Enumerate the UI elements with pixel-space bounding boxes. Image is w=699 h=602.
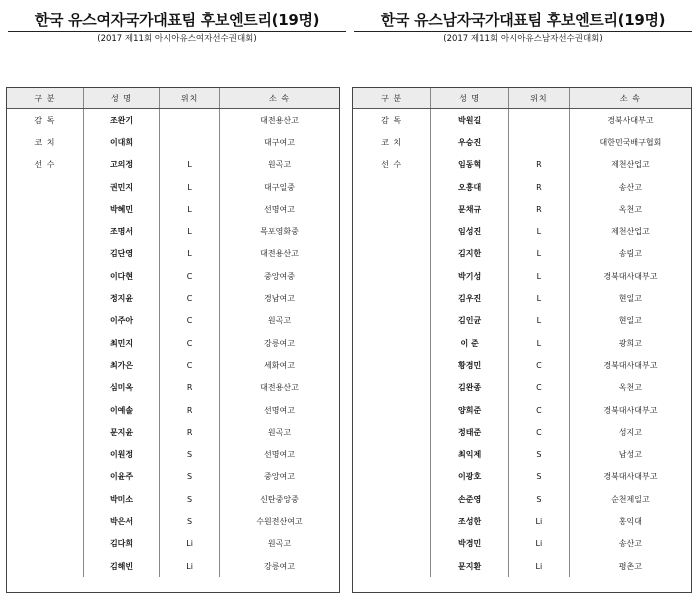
table-row <box>353 243 691 265</box>
cell-team: 남성고 <box>569 443 691 465</box>
cell-category <box>7 399 83 421</box>
cell-name: 양희준 <box>431 399 509 421</box>
cell-category: 선 수 <box>381 160 403 170</box>
women-subtitle: (2017 제11회 아시아유스여자선수권대회) <box>97 34 257 44</box>
cell-category: 코 치 <box>381 137 403 147</box>
cell-team: 경북사대부고 <box>569 109 691 132</box>
table-row <box>353 443 691 465</box>
column-header-team: 소 속 <box>569 88 691 109</box>
cell-category <box>353 243 431 265</box>
cell-name: 박혜민 <box>83 198 159 220</box>
cell-team: 제천산업고 <box>569 220 691 242</box>
cell-position: L <box>508 265 569 287</box>
cell-category: 감 독 <box>34 115 56 125</box>
cell-team: 중앙여중 <box>219 265 339 287</box>
cell-position <box>160 131 220 153</box>
cell-name: 이광호 <box>431 466 509 488</box>
cell-name: 이예솔 <box>83 399 159 421</box>
cell-name: 이대희 <box>83 131 159 153</box>
cell-category: 코 치 <box>34 137 56 147</box>
cell-category <box>7 421 83 443</box>
table-row <box>7 510 339 532</box>
column-header-category: 구 분 <box>7 88 83 109</box>
cell-team: 광희고 <box>569 332 691 354</box>
cell-name: 정태준 <box>431 421 509 443</box>
cell-team: 경북대사대부고 <box>569 354 691 376</box>
table-row <box>7 466 339 488</box>
cell-position: S <box>160 488 220 510</box>
men-title-rule <box>354 31 692 32</box>
cell-position <box>508 131 569 153</box>
cell-name: 박원길 <box>431 109 509 132</box>
column-header-name: 성 명 <box>83 88 159 109</box>
table-row <box>7 488 339 510</box>
cell-team: 선명여고 <box>219 399 339 421</box>
cell-position: R <box>508 198 569 220</box>
cell-name: 손준영 <box>431 488 509 510</box>
cell-team: 현일고 <box>569 287 691 309</box>
table-row <box>353 354 691 376</box>
table-row <box>353 421 691 443</box>
cell-category <box>353 176 431 198</box>
cell-team: 대전용산고 <box>219 243 339 265</box>
column-header-position: 위치 <box>508 88 569 109</box>
cell-category <box>353 443 431 465</box>
cell-team: 송산고 <box>569 533 691 555</box>
table-row <box>353 176 691 198</box>
cell-position: C <box>508 399 569 421</box>
cell-name: 박기성 <box>431 265 509 287</box>
women-roster-table <box>7 88 339 577</box>
table-row <box>7 176 339 198</box>
cell-position: R <box>508 176 569 198</box>
cell-category <box>7 198 83 220</box>
cell-position: C <box>160 265 220 287</box>
cell-team: 송산고 <box>569 176 691 198</box>
cell-position: S <box>508 443 569 465</box>
table-row <box>353 310 691 332</box>
cell-category <box>7 533 83 555</box>
cell-position: C <box>160 287 220 309</box>
cell-position: L <box>160 176 220 198</box>
table-row <box>7 332 339 354</box>
cell-name: 김우진 <box>431 287 509 309</box>
column-header-team: 소 속 <box>219 88 339 109</box>
cell-position: Li <box>508 555 569 577</box>
cell-name: 김다희 <box>83 533 159 555</box>
cell-position: S <box>160 443 220 465</box>
cell-category <box>7 443 83 465</box>
cell-position <box>160 109 220 132</box>
table-row <box>353 220 691 242</box>
table-row <box>7 220 339 242</box>
cell-position: S <box>508 466 569 488</box>
cell-position: C <box>160 354 220 376</box>
cell-team: 경북대사대부고 <box>569 466 691 488</box>
cell-category <box>7 510 83 532</box>
cell-position: C <box>160 332 220 354</box>
cell-name: 이다현 <box>83 265 159 287</box>
table-row <box>7 287 339 309</box>
cell-name: 조명서 <box>83 220 159 242</box>
column-header-position: 위치 <box>160 88 220 109</box>
column-header-name: 성 명 <box>431 88 509 109</box>
cell-name: 심미옥 <box>83 377 159 399</box>
cell-position: Li <box>508 510 569 532</box>
table-row <box>353 510 691 532</box>
cell-position: S <box>160 466 220 488</box>
cell-position: L <box>508 332 569 354</box>
cell-position: R <box>508 154 569 176</box>
cell-team: 원곡고 <box>219 533 339 555</box>
cell-team: 대전용산고 <box>219 377 339 399</box>
cell-name: 김지한 <box>431 243 509 265</box>
cell-team: 순천제일고 <box>569 488 691 510</box>
cell-name: 우승진 <box>431 131 509 153</box>
table-row <box>353 533 691 555</box>
cell-category <box>7 466 83 488</box>
cell-team: 경북대사대부고 <box>569 265 691 287</box>
table-row <box>7 377 339 399</box>
cell-team: 원곡고 <box>219 310 339 332</box>
men-subtitle: (2017 제11회 아시아유스남자선수권대회) <box>443 34 603 44</box>
cell-name: 박은서 <box>83 510 159 532</box>
cell-name: 박미소 <box>83 488 159 510</box>
cell-team: 대한민국배구협회 <box>569 131 691 153</box>
cell-category <box>353 332 431 354</box>
cell-name: 최민지 <box>83 332 159 354</box>
cell-position: R <box>160 399 220 421</box>
cell-name: 오흥대 <box>431 176 509 198</box>
cell-team: 강릉여고 <box>219 332 339 354</box>
cell-position: L <box>160 243 220 265</box>
table-row <box>353 198 691 220</box>
cell-category <box>7 354 83 376</box>
cell-category <box>353 488 431 510</box>
cell-team: 옥천고 <box>569 377 691 399</box>
table-row <box>353 265 691 287</box>
table-row <box>7 131 339 153</box>
cell-position: S <box>508 488 569 510</box>
cell-category <box>353 377 431 399</box>
cell-team: 송림고 <box>569 243 691 265</box>
cell-position: L <box>160 198 220 220</box>
cell-category <box>353 220 431 242</box>
cell-position: Li <box>160 555 220 577</box>
cell-name: 문지윤 <box>83 421 159 443</box>
cell-team: 목포영화중 <box>219 220 339 242</box>
cell-name: 김완종 <box>431 377 509 399</box>
table-row <box>7 354 339 376</box>
cell-position: L <box>160 220 220 242</box>
cell-team: 대구일중 <box>219 176 339 198</box>
cell-position: C <box>508 377 569 399</box>
cell-name: 박경민 <box>431 533 509 555</box>
cell-category: 감 독 <box>381 115 403 125</box>
cell-name: 이원정 <box>83 443 159 465</box>
cell-category <box>7 377 83 399</box>
table-row <box>7 154 339 176</box>
men-header-row <box>353 88 691 109</box>
cell-name: 고의정 <box>83 154 159 176</box>
cell-category <box>353 510 431 532</box>
column-header-category: 구 분 <box>353 88 431 109</box>
men-title: 한국 유스남자국가대표팀 후보엔트리(19명) <box>380 11 666 29</box>
cell-team: 대구여고 <box>219 131 339 153</box>
men-roster-body <box>353 109 691 578</box>
cell-position: L <box>508 287 569 309</box>
cell-position: C <box>508 354 569 376</box>
table-row <box>353 154 691 176</box>
cell-name: 임성진 <box>431 220 509 242</box>
cell-name: 문지환 <box>431 555 509 577</box>
cell-team: 현일고 <box>569 310 691 332</box>
table-row <box>353 466 691 488</box>
cell-category <box>7 243 83 265</box>
women-title: 한국 유스여자국가대표팀 후보엔트리(19명) <box>34 11 320 29</box>
cell-team: 홍익대 <box>569 510 691 532</box>
table-row <box>353 109 691 132</box>
cell-name: 최가은 <box>83 354 159 376</box>
cell-category <box>7 176 83 198</box>
cell-team: 경남여고 <box>219 287 339 309</box>
table-row <box>353 399 691 421</box>
cell-team: 선명여고 <box>219 198 339 220</box>
table-row <box>7 265 339 287</box>
table-row <box>353 332 691 354</box>
cell-category: 선 수 <box>34 160 56 170</box>
cell-name: 김단영 <box>83 243 159 265</box>
cell-name: 정지윤 <box>83 287 159 309</box>
men-roster-frame <box>352 87 692 593</box>
women-header-row <box>7 88 339 109</box>
cell-position: R <box>160 421 220 443</box>
cell-category <box>353 399 431 421</box>
cell-team: 선명여고 <box>219 443 339 465</box>
cell-team: 대전용산고 <box>219 109 339 132</box>
table-row <box>353 377 691 399</box>
cell-team: 신탄중앙중 <box>219 488 339 510</box>
cell-category <box>353 198 431 220</box>
cell-category <box>7 265 83 287</box>
cell-team: 원곡고 <box>219 154 339 176</box>
cell-name: 조성한 <box>431 510 509 532</box>
cell-team: 원곡고 <box>219 421 339 443</box>
table-row <box>7 399 339 421</box>
cell-name: 김해빈 <box>83 555 159 577</box>
cell-category <box>353 533 431 555</box>
men-roster-table <box>353 88 691 577</box>
cell-category <box>7 287 83 309</box>
women-title-rule <box>8 31 346 32</box>
cell-category <box>353 421 431 443</box>
cell-category <box>353 287 431 309</box>
cell-category <box>7 310 83 332</box>
table-row <box>7 198 339 220</box>
men-panel <box>352 0 694 571</box>
table-row <box>353 555 691 577</box>
cell-name: 권민지 <box>83 176 159 198</box>
women-panel <box>6 0 348 571</box>
cell-name: 최익제 <box>431 443 509 465</box>
table-row <box>7 310 339 332</box>
cell-category <box>7 332 83 354</box>
cell-team: 제천산업고 <box>569 154 691 176</box>
cell-team: 경북대사대부고 <box>569 399 691 421</box>
cell-team: 평촌고 <box>569 555 691 577</box>
cell-category <box>353 466 431 488</box>
cell-position: L <box>160 154 220 176</box>
table-row <box>7 555 339 577</box>
cell-category <box>7 488 83 510</box>
cell-position: C <box>508 421 569 443</box>
cell-name: 조완기 <box>83 109 159 132</box>
cell-name: 이 준 <box>431 332 509 354</box>
cell-name: 임동혁 <box>431 154 509 176</box>
table-row <box>353 488 691 510</box>
cell-team: 옥천고 <box>569 198 691 220</box>
table-row <box>7 533 339 555</box>
cell-team: 중앙여고 <box>219 466 339 488</box>
cell-position <box>508 109 569 132</box>
cell-position: C <box>160 310 220 332</box>
cell-category <box>7 220 83 242</box>
cell-team: 세화여고 <box>219 354 339 376</box>
cell-position: Li <box>160 533 220 555</box>
table-row <box>7 443 339 465</box>
table-row <box>7 109 339 132</box>
cell-category <box>353 265 431 287</box>
cell-category <box>7 555 83 577</box>
cell-position: L <box>508 310 569 332</box>
cell-category <box>353 310 431 332</box>
cell-name: 황경민 <box>431 354 509 376</box>
cell-position: Li <box>508 533 569 555</box>
table-row <box>353 131 691 153</box>
cell-position: L <box>508 220 569 242</box>
cell-team: 강릉여고 <box>219 555 339 577</box>
cell-name: 문채규 <box>431 198 509 220</box>
cell-category <box>353 555 431 577</box>
cell-position: L <box>508 243 569 265</box>
cell-position: S <box>160 510 220 532</box>
cell-team: 수원전산여고 <box>219 510 339 532</box>
women-roster-body <box>7 109 339 578</box>
cell-category <box>353 354 431 376</box>
table-row <box>7 421 339 443</box>
table-row <box>353 287 691 309</box>
cell-team: 성지고 <box>569 421 691 443</box>
cell-name: 이주아 <box>83 310 159 332</box>
cell-position: R <box>160 377 220 399</box>
table-row <box>7 243 339 265</box>
cell-name: 김인균 <box>431 310 509 332</box>
women-roster-frame <box>6 87 340 593</box>
cell-name: 이윤주 <box>83 466 159 488</box>
